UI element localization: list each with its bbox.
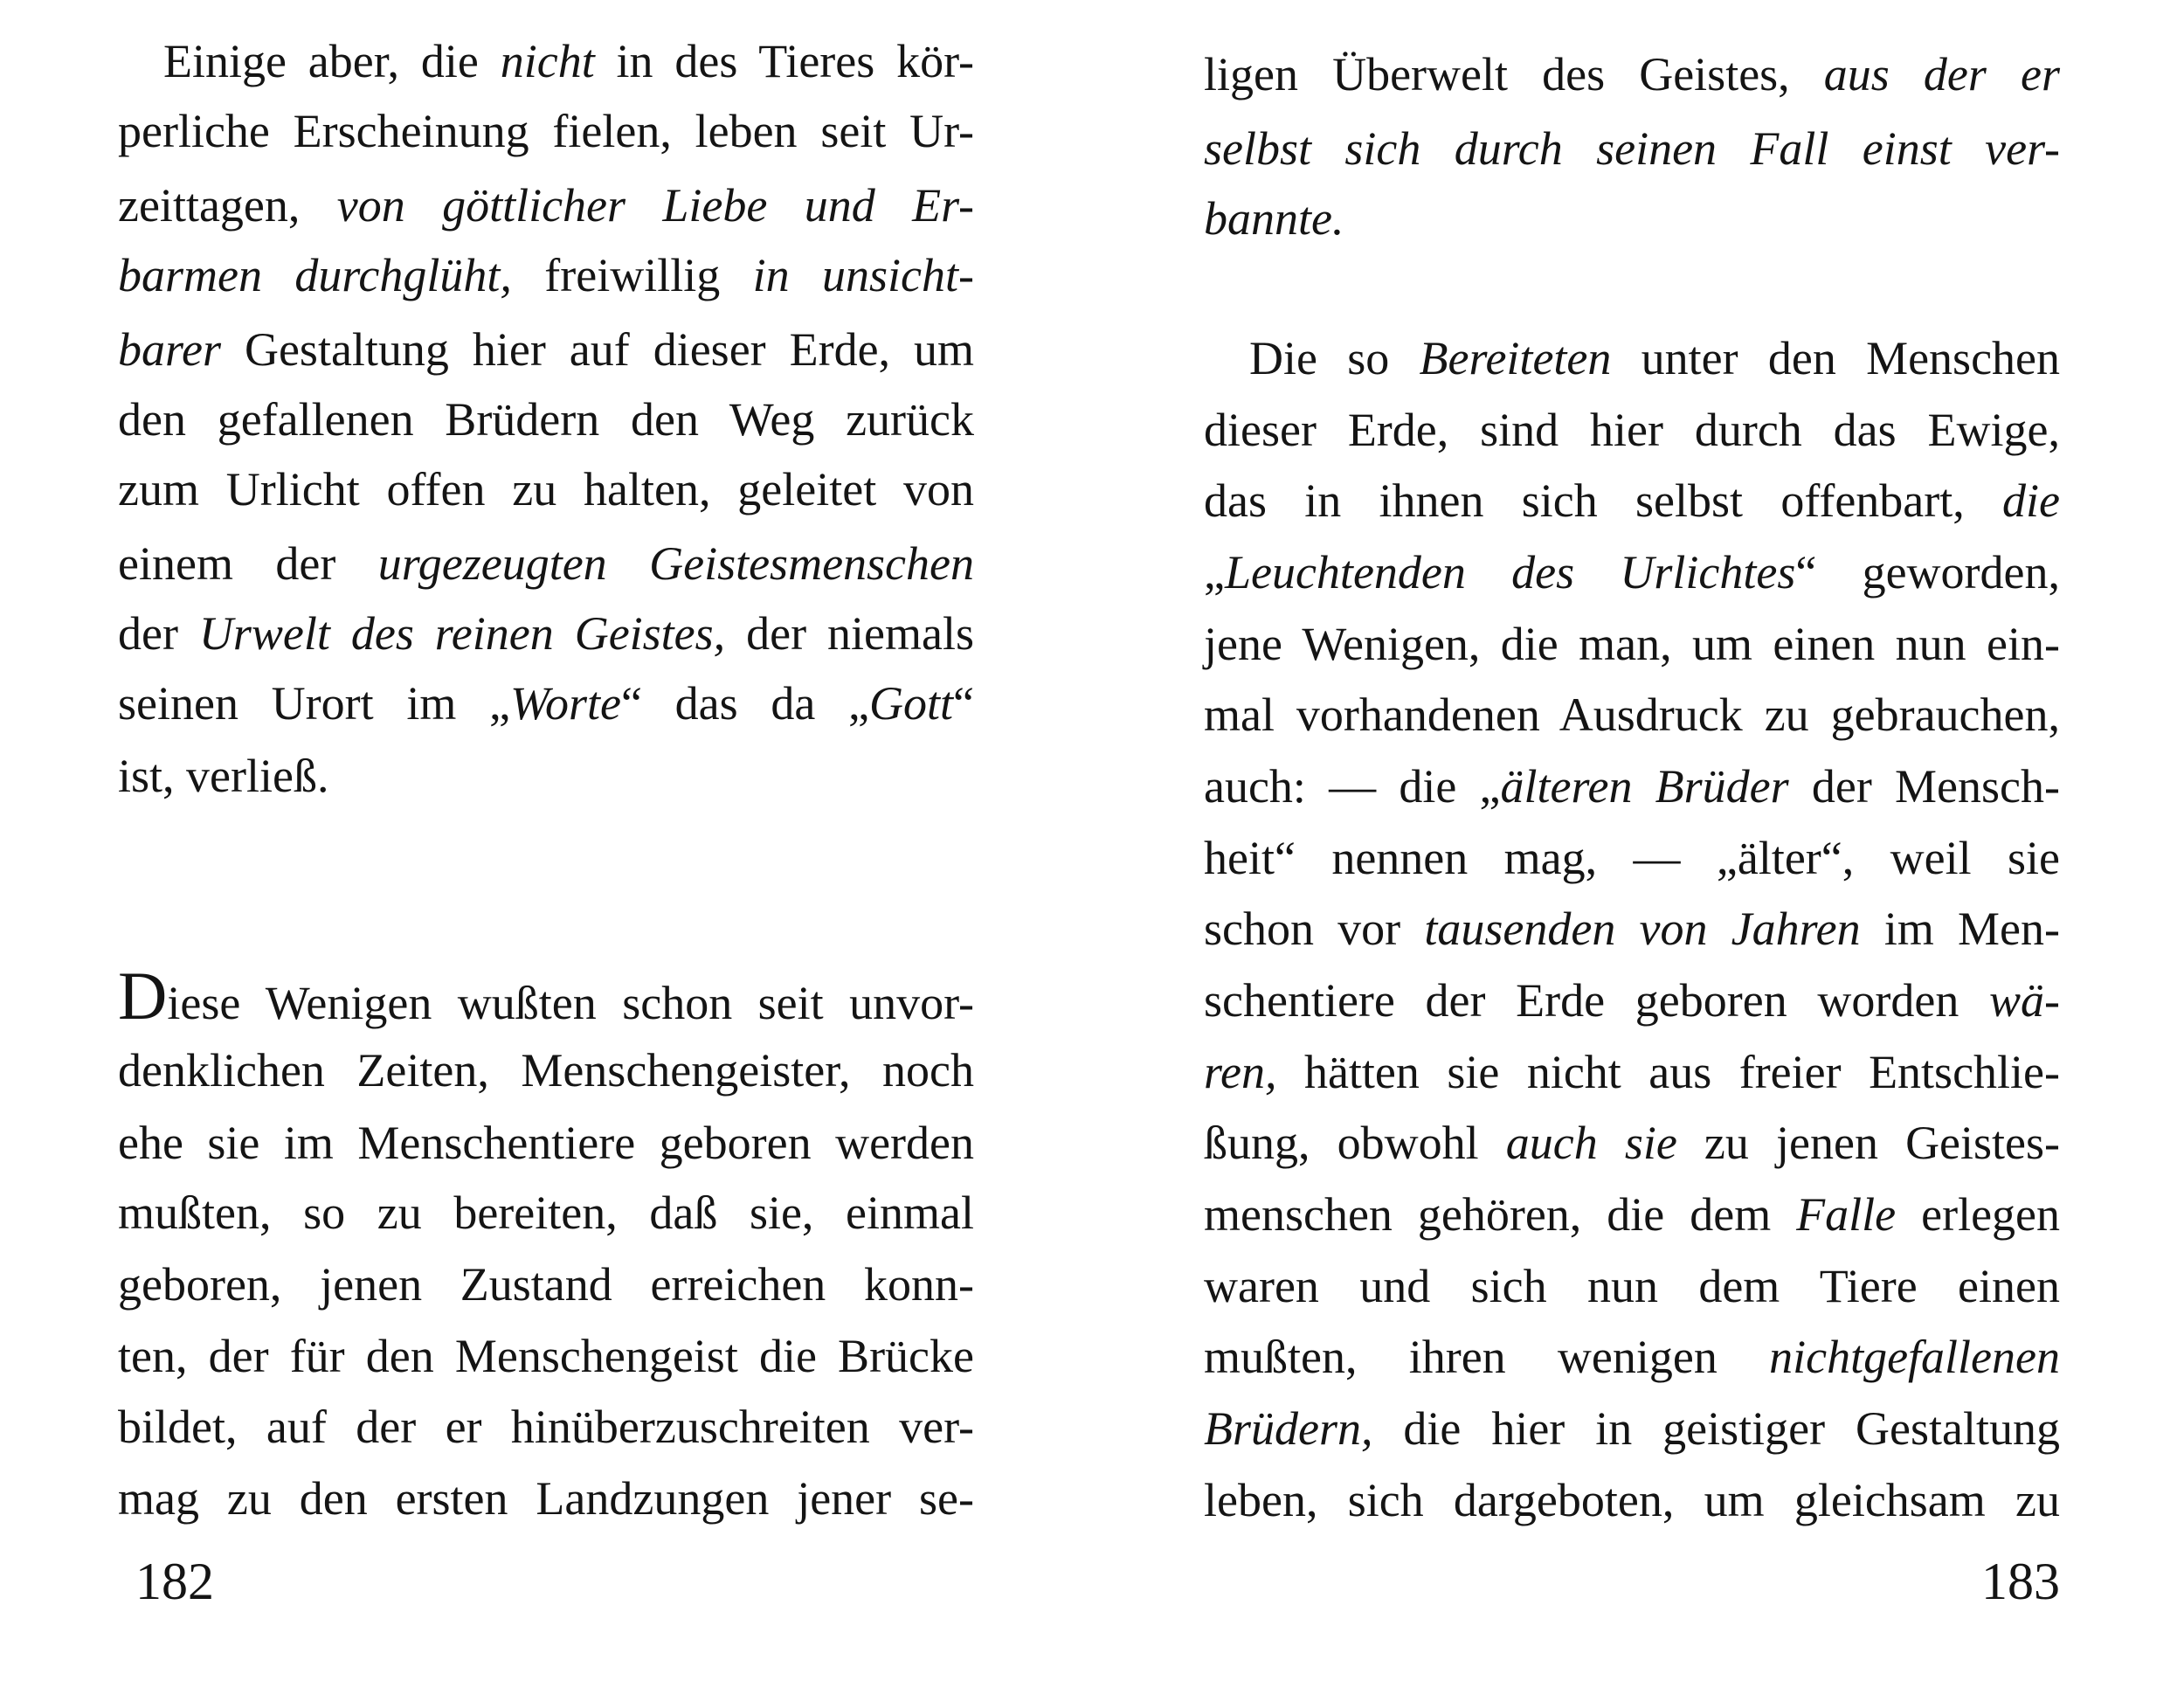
text-line bbox=[1204, 114, 2060, 183]
text-line bbox=[1204, 537, 2060, 607]
italic-text: urgezeugten Geistesmenschen bbox=[377, 537, 974, 590]
text-line bbox=[1204, 466, 2060, 536]
page-number-left: 182 bbox=[135, 1553, 214, 1610]
text-line bbox=[118, 1321, 974, 1391]
text-segment: menschen gehören, die dem bbox=[1204, 1188, 1797, 1241]
italic-text: aus der er bbox=[1823, 48, 2061, 100]
text-line bbox=[118, 384, 974, 454]
text-segment: “ das da „ bbox=[621, 677, 870, 730]
text-line bbox=[118, 1035, 974, 1105]
text-line bbox=[1204, 1037, 2060, 1107]
text-segment: der niemals bbox=[725, 607, 974, 660]
text-segment: die hier in geistiger Gestaltung bbox=[1372, 1402, 2060, 1455]
italic-text: barer bbox=[118, 323, 221, 376]
text-line bbox=[1204, 395, 2060, 465]
text-segment: den gefallenen Brüdern den Weg zurück bbox=[118, 393, 974, 446]
text-segment: der bbox=[118, 607, 199, 660]
text-segment: auch: — die „ bbox=[1204, 760, 1501, 813]
text-segment: ten, der für den Menschengeist die Brücke bbox=[118, 1330, 974, 1382]
text-segment: in des Tieres kör- bbox=[594, 35, 974, 87]
text-line bbox=[118, 26, 974, 96]
text-segment: seinen Urort im „ bbox=[118, 677, 510, 730]
text-line bbox=[1204, 1465, 2060, 1535]
italic-text: Leuchtenden des Urlichtes bbox=[1224, 546, 1796, 598]
text-segment: denklichen Zeiten, Menschengeister, noch bbox=[118, 1044, 974, 1097]
italic-text: ren, bbox=[1204, 1046, 1277, 1098]
text-line bbox=[1204, 894, 2060, 964]
italic-text: selbst sich durch seinen Fall einst ver- bbox=[1204, 122, 2060, 175]
text-line bbox=[1204, 609, 2060, 679]
text-segment: zu jenen Geistes- bbox=[1676, 1117, 2061, 1169]
text-line bbox=[1204, 751, 2060, 821]
right-page bbox=[1204, 0, 2077, 1695]
text-line bbox=[1204, 323, 2060, 393]
italic-text: Gott bbox=[869, 677, 954, 730]
text-segment: waren und sich nun dem Tiere einen bbox=[1204, 1260, 2060, 1312]
drop-cap: D bbox=[118, 958, 168, 1034]
text-segment: schentiere der Erde geboren worden bbox=[1204, 974, 1989, 1027]
text-segment: schon vor bbox=[1204, 903, 1425, 955]
text-segment: bildet, auf der er hinüberzuschreiten ver- bbox=[118, 1401, 974, 1453]
italic-text: die bbox=[2002, 474, 2060, 527]
text-line bbox=[1204, 680, 2060, 750]
italic-text: Worte bbox=[510, 677, 622, 730]
text-segment: ligen Überwelt des Geistes, bbox=[1204, 48, 1824, 100]
text-segment: im Men- bbox=[1860, 903, 2060, 955]
text-line bbox=[118, 1108, 974, 1178]
text-segment: zum Urlicht offen zu halten, geleitet von bbox=[118, 463, 974, 515]
text-segment: jene Wenigen, die man, um einen nun ein- bbox=[1204, 618, 2060, 670]
italic-text: nicht bbox=[500, 35, 595, 87]
text-line bbox=[1204, 1322, 2060, 1392]
text-segment: erlegen bbox=[1896, 1188, 2061, 1241]
text-segment: perliche Erscheinung fielen, leben seit Ur- bbox=[118, 105, 974, 157]
italic-text: Bereiteten bbox=[1419, 332, 1612, 384]
italic-text: barmen durchglüht, bbox=[118, 249, 512, 301]
text-segment: freiwillig bbox=[511, 249, 753, 301]
text-line bbox=[118, 1249, 974, 1319]
text-segment: hätten sie nicht aus freier Entschlie- bbox=[1276, 1046, 2060, 1098]
text-segment: leben, sich dargeboten, um gleichsam zu bbox=[1204, 1474, 2060, 1526]
text-line bbox=[118, 315, 974, 384]
text-segment: ehe sie im Menschentiere geboren werden bbox=[118, 1117, 974, 1169]
text-line bbox=[1204, 183, 2060, 253]
italic-text: Urwelt des reinen Geistes, bbox=[198, 607, 726, 660]
text-line bbox=[1204, 1394, 2060, 1463]
text-segment: “ geworden, bbox=[1795, 546, 2061, 598]
text-line bbox=[118, 668, 974, 738]
left-page bbox=[118, 0, 992, 1695]
text-line bbox=[1204, 823, 2060, 893]
italic-text: auch sie bbox=[1505, 1117, 1677, 1169]
text-segment: ßung, obwohl bbox=[1204, 1117, 1506, 1169]
text-line bbox=[118, 741, 974, 811]
italic-text: nichtgefallenen bbox=[1769, 1331, 2060, 1383]
text-line bbox=[118, 240, 974, 310]
text-segment: „ bbox=[1204, 546, 1225, 598]
text-line bbox=[118, 529, 974, 598]
text-line bbox=[118, 958, 974, 1038]
italic-text: tausenden von Jahren bbox=[1424, 903, 1861, 955]
text-segment: heit“ nennen mag, — „älter“, weil sie bbox=[1204, 832, 2060, 884]
text-segment: mal vorhandenen Ausdruck zu gebrauchen, bbox=[1204, 688, 2060, 741]
text-segment: mag zu den ersten Landzungen jener se- bbox=[118, 1472, 974, 1525]
text-line bbox=[118, 598, 974, 668]
text-line bbox=[1204, 1180, 2060, 1249]
italic-text: bannte. bbox=[1204, 192, 1344, 245]
text-segment: der Mensch- bbox=[1788, 760, 2060, 813]
text-segment: dieser Erde, sind hier durch das Ewige, bbox=[1204, 404, 2060, 456]
text-segment: unter den Menschen bbox=[1611, 332, 2061, 384]
text-segment: mußten, ihren wenigen bbox=[1204, 1331, 1770, 1383]
italic-text: Brüdern, bbox=[1204, 1402, 1373, 1455]
page-number-right: 183 bbox=[1981, 1553, 2060, 1610]
text-line bbox=[1204, 965, 2060, 1035]
text-line bbox=[1204, 1251, 2060, 1321]
text-line bbox=[118, 1463, 974, 1533]
text-segment: mußten, so zu bereiten, daß sie, einmal bbox=[118, 1186, 974, 1239]
italic-text: in unsicht- bbox=[752, 249, 974, 301]
text-line bbox=[118, 1392, 974, 1462]
text-line bbox=[118, 170, 974, 240]
text-segment: Einige aber, die bbox=[163, 35, 501, 87]
text-line bbox=[1204, 39, 2060, 109]
text-segment: zeittagen, bbox=[118, 179, 337, 232]
text-line bbox=[1204, 1108, 2060, 1178]
text-segment: einem der bbox=[118, 537, 378, 590]
text-segment: Gestaltung hier auf dieser Erde, um bbox=[221, 323, 974, 376]
text-segment: iese Wenigen wußten schon seit unvor- bbox=[167, 977, 974, 1029]
text-segment: ist, verließ. bbox=[118, 750, 329, 802]
text-segment: Die so bbox=[1249, 332, 1420, 384]
text-segment: geboren, jenen Zustand erreichen konn- bbox=[118, 1258, 974, 1311]
italic-text: von göttlicher Liebe und Er- bbox=[336, 179, 974, 232]
text-line bbox=[118, 96, 974, 166]
italic-text: älteren Brüder bbox=[1500, 760, 1789, 813]
text-line bbox=[118, 1178, 974, 1248]
text-line bbox=[118, 454, 974, 524]
text-segment: das in ihnen sich selbst offenbart, bbox=[1204, 474, 2003, 527]
text-segment: “ bbox=[953, 677, 974, 730]
italic-text: wä- bbox=[1989, 974, 2060, 1027]
italic-text: Falle bbox=[1796, 1188, 1897, 1241]
